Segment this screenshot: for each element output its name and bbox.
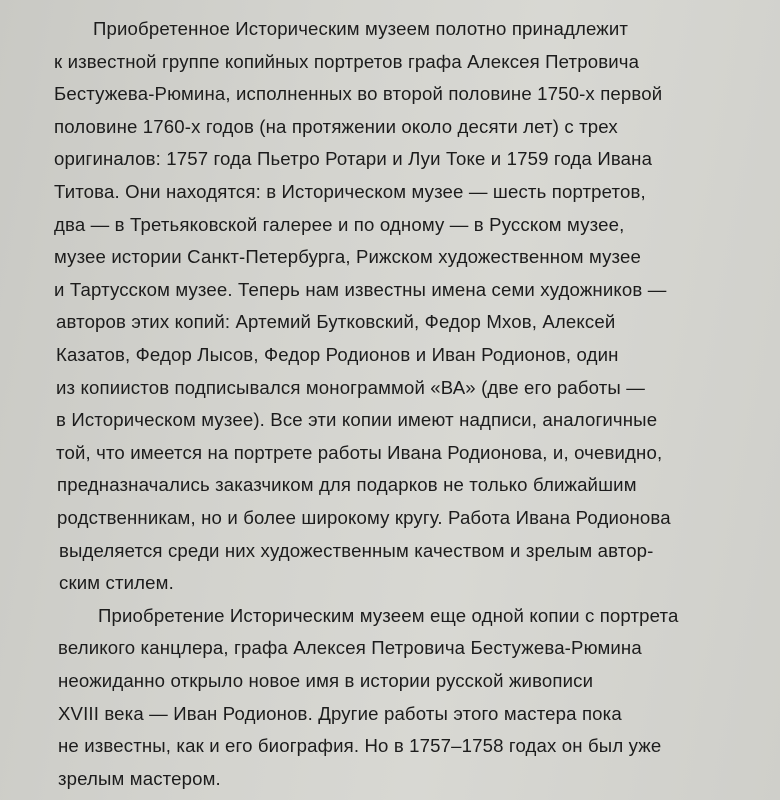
text-line: ским стилем. [59,572,174,594]
text-line: Бестужева-Рюмина, исполненных во второй половине 1750-х первой [54,83,663,105]
text-line: в Историческом музее). Все эти копии имеют надписи, аналогичные [56,409,658,431]
text-line: выделяется среди них художественным качеством и зрелым автор- [59,539,654,561]
text-line: к известной группе копийных портретов графа Алексея Петровича [54,50,640,72]
text-line: из копиистов подписывался монограммой «ВА» (две его работы — [56,376,645,398]
text-line: великого канцлера, графа Алексея Петровича Бестужева-Рюмина [58,637,642,659]
text-line: XVIII века — Иван Родионов. Другие работы этого мастера пока [58,702,622,724]
text-line: Казатов, Федор Лысов, Федор Родионов и Иван Родионов, один [56,344,619,365]
text-line: той, что имеется на портрете работы Ивана Родионова, и, очевидно, [56,441,663,463]
text-line: не известны, как и его биография. Но в 1757–1758 годах он был уже [58,735,662,757]
text-line: неожиданно открыло новое имя в истории русской живописи [58,670,594,691]
text-line: два — в Третьяковской галерее и по одному — в Русском музее, [54,213,625,235]
text-line: оригиналов: 1757 года Пьетро Ротари и Луи Токе и 1759 года Ивана [54,148,653,170]
text-line: зрелым мастером. [58,767,221,789]
text-line: половине 1760-х годов (на протяжении около десяти лет) с трех [54,115,618,137]
text-line: музее истории Санкт-Петербурга, Рижском художественном музее [54,246,641,268]
text-line: Приобретение Историческим музеем еще одной копии с портрета [98,604,679,626]
text-line: авторов этих копий: Артемий Бутковский, Федор Мхов, Алексей [56,311,616,333]
text-line: и Тартусском музее. Теперь нам известны имена семи художников — [54,278,667,300]
text-line: Титова. Они находятся: в Историческом музее — шесть портретов, [54,181,646,202]
text-line: Приобретенное Историческим музеем полотно принадлежит [93,18,629,39]
text-line: родственникам, но и более широкому кругу. Работа Ивана Родионова [57,507,671,528]
text-line: предназначались заказчиком для подарков не только ближайшим [57,474,637,496]
